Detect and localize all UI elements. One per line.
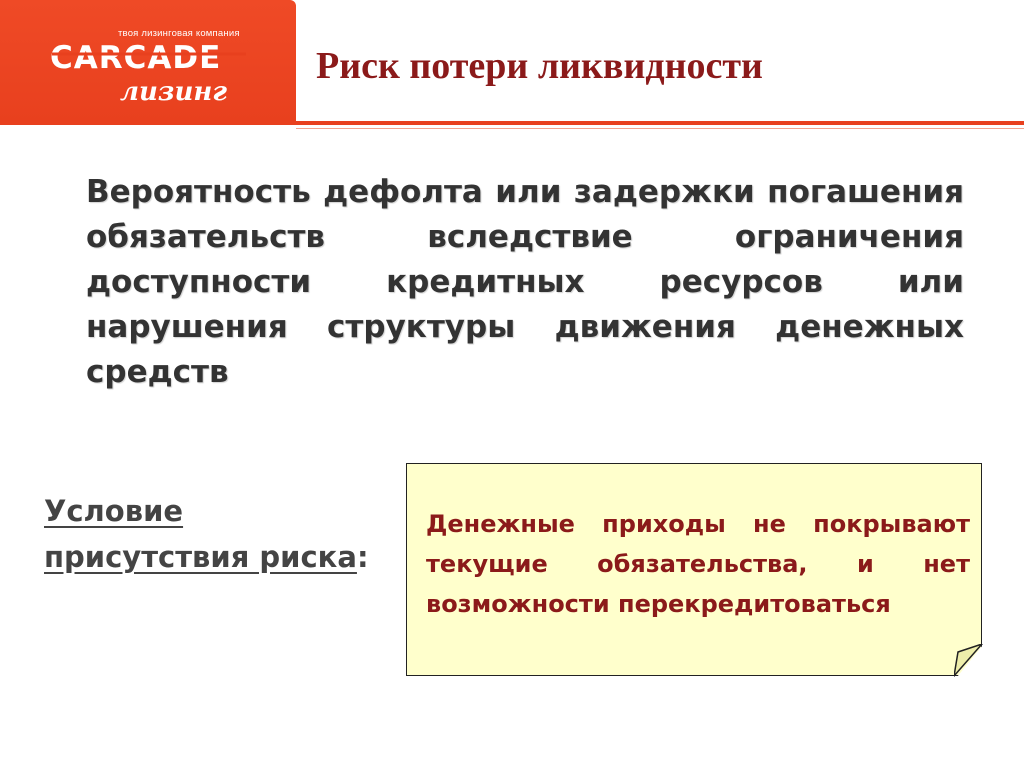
condition-line2: присутствия риска [44,540,357,574]
header-rule [296,121,1024,125]
header-rule-thin [296,128,1024,129]
logo-block [0,0,296,125]
carcade-logo [50,28,260,108]
risk-condition-label [44,488,404,580]
logo-sub: лизинг [120,77,228,107]
condition-colon: : [356,540,369,574]
logo-tagline: твоя лизинговая компания [118,28,240,39]
page-title: Риск потери ликвидности [316,45,763,87]
condition-line1: Условие [44,494,184,528]
logo-brand: CARCADE [50,40,222,76]
note-fold-corner [954,644,984,678]
risk-definition: Вероятность дефолта или задержки погашения обязательств вследствие ограничения доступности кредитных ресурсов или нарушения структуры движения денежных средств [86,174,964,390]
logo-wordmark [50,40,260,108]
sticky-note-text: Денежные приходы не покрывают текущие обязательства, и нет возможности перекредитоваться [426,510,970,618]
